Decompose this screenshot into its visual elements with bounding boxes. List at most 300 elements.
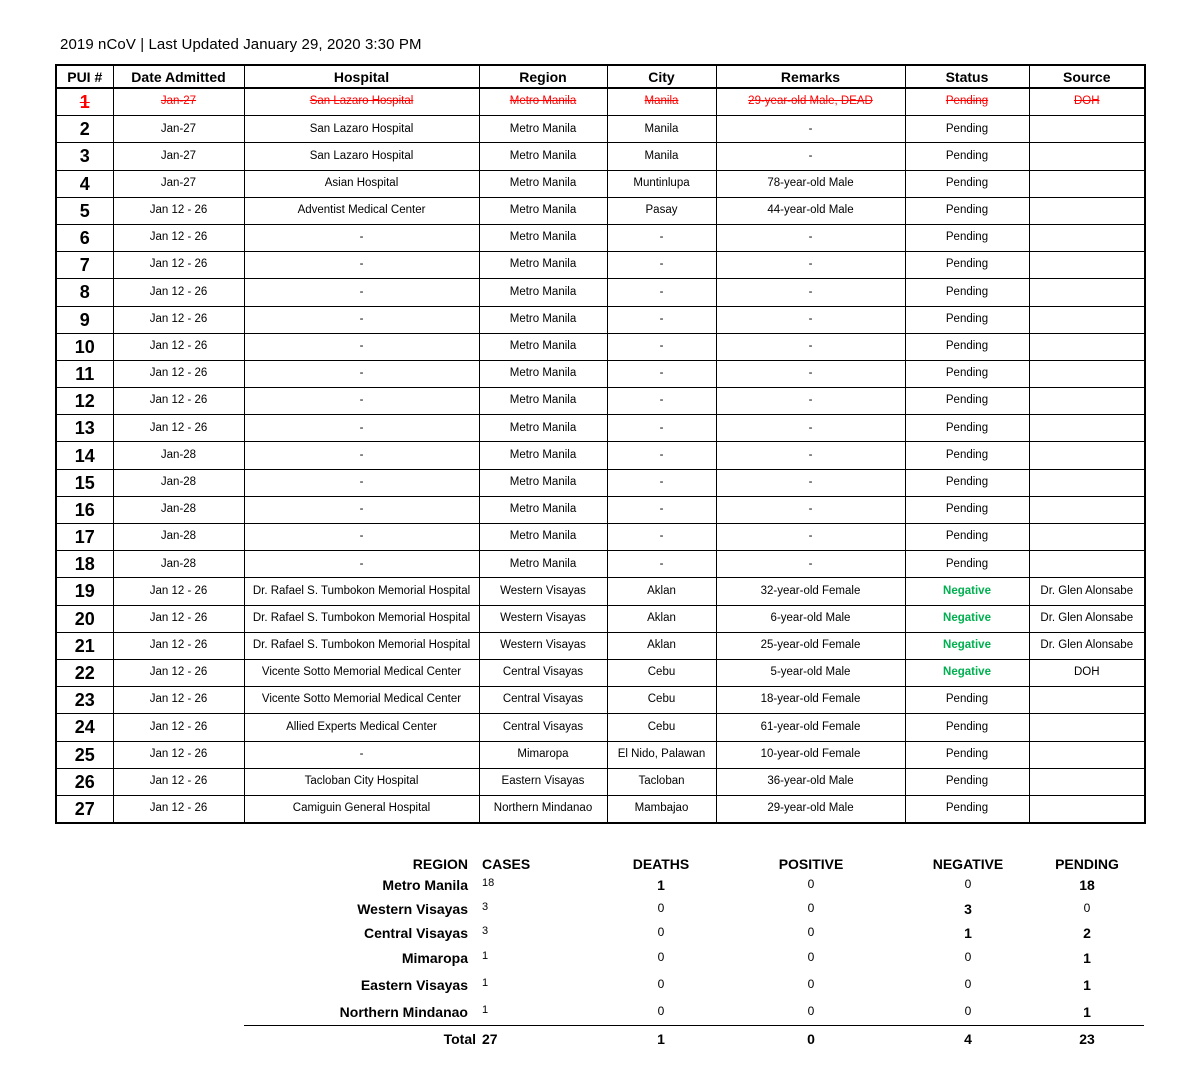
remarks-cell: 18-year-old Female bbox=[716, 687, 905, 714]
city-cell: - bbox=[607, 496, 716, 523]
remarks-cell: 32-year-old Female bbox=[716, 578, 905, 605]
summary-pending: 1 bbox=[1083, 977, 1091, 993]
region-cell: Metro Manila bbox=[479, 116, 607, 143]
summary-header-cases: CASES bbox=[482, 856, 531, 872]
city-cell: Aklan bbox=[607, 632, 716, 659]
pui-number-cell: 1 bbox=[56, 88, 113, 116]
city-cell: Cebu bbox=[607, 714, 716, 741]
region-cell: Mimaropa bbox=[479, 741, 607, 768]
city-cell: Tacloban bbox=[607, 768, 716, 795]
city-cell: - bbox=[607, 415, 716, 442]
status-cell: Negative bbox=[905, 632, 1029, 659]
summary-negative: 3 bbox=[964, 901, 972, 917]
table-row bbox=[56, 143, 1145, 170]
page-title: 2019 nCoV | Last Updated January 29, 2020 3:30 PM bbox=[60, 36, 422, 53]
date-admitted-cell: Jan-27 bbox=[113, 143, 244, 170]
remarks-cell: - bbox=[716, 551, 905, 578]
total-cases: 27 bbox=[482, 1031, 498, 1047]
summary-row bbox=[244, 950, 1144, 974]
status-cell: Negative bbox=[905, 605, 1029, 632]
pui-number-cell: 14 bbox=[56, 442, 113, 469]
summary-cases: 3 bbox=[482, 925, 489, 937]
remarks-cell: 44-year-old Male bbox=[716, 197, 905, 224]
region-cell: Metro Manila bbox=[479, 469, 607, 496]
date-admitted-cell: Jan 12 - 26 bbox=[113, 687, 244, 714]
region-cell: Central Visayas bbox=[479, 659, 607, 686]
summary-negative: 0 bbox=[964, 877, 972, 891]
status-cell: Pending bbox=[905, 360, 1029, 387]
table-row bbox=[56, 170, 1145, 197]
status-cell: Pending bbox=[905, 442, 1029, 469]
region-cell: Central Visayas bbox=[479, 687, 607, 714]
region-cell: Metro Manila bbox=[479, 170, 607, 197]
remarks-cell: - bbox=[716, 442, 905, 469]
date-admitted-cell: Jan 12 - 26 bbox=[113, 388, 244, 415]
table-row bbox=[56, 306, 1145, 333]
summary-row bbox=[244, 925, 1144, 949]
table-row bbox=[56, 687, 1145, 714]
status-cell: Pending bbox=[905, 469, 1029, 496]
table-row bbox=[56, 442, 1145, 469]
total-label: Total bbox=[443, 1031, 476, 1047]
table-row bbox=[56, 333, 1145, 360]
header-remarks: Remarks bbox=[716, 65, 905, 88]
status-cell: Pending bbox=[905, 197, 1029, 224]
source-cell bbox=[1029, 360, 1145, 387]
status-cell: Pending bbox=[905, 524, 1029, 551]
source-cell bbox=[1029, 524, 1145, 551]
hospital-cell: Adventist Medical Center bbox=[244, 197, 479, 224]
table-row bbox=[56, 252, 1145, 279]
summary-pending: 1 bbox=[1083, 950, 1091, 966]
date-admitted-cell: Jan-28 bbox=[113, 551, 244, 578]
hospital-cell: Dr. Rafael S. Tumbokon Memorial Hospital bbox=[244, 605, 479, 632]
remarks-cell: - bbox=[716, 224, 905, 251]
city-cell: - bbox=[607, 551, 716, 578]
pui-number-cell: 7 bbox=[56, 252, 113, 279]
source-cell bbox=[1029, 687, 1145, 714]
source-cell bbox=[1029, 197, 1145, 224]
summary-pending: 18 bbox=[1079, 877, 1095, 893]
pui-number-cell: 20 bbox=[56, 605, 113, 632]
summary-header-positive: POSITIVE bbox=[778, 856, 844, 872]
pui-number-cell: 27 bbox=[56, 795, 113, 823]
summary-total-row bbox=[244, 1031, 1144, 1055]
pui-number-cell: 8 bbox=[56, 279, 113, 306]
date-admitted-cell: Jan 12 - 26 bbox=[113, 306, 244, 333]
source-cell bbox=[1029, 795, 1145, 823]
date-admitted-cell: Jan 12 - 26 bbox=[113, 252, 244, 279]
summary-header-negative: NEGATIVE bbox=[932, 856, 1004, 872]
region-cell: Metro Manila bbox=[479, 88, 607, 116]
source-cell: DOH bbox=[1029, 88, 1145, 116]
region-cell: Western Visayas bbox=[479, 632, 607, 659]
summary-header-region: REGION bbox=[412, 856, 468, 872]
summary-deaths: 0 bbox=[657, 901, 665, 915]
source-cell: Dr. Glen Alonsabe bbox=[1029, 632, 1145, 659]
remarks-cell: 25-year-old Female bbox=[716, 632, 905, 659]
remarks-cell: - bbox=[716, 279, 905, 306]
status-cell: Pending bbox=[905, 687, 1029, 714]
status-cell: Pending bbox=[905, 279, 1029, 306]
city-cell: El Nido, Palawan bbox=[607, 741, 716, 768]
pui-number-cell: 16 bbox=[56, 496, 113, 523]
table-row bbox=[56, 632, 1145, 659]
summary-negative: 0 bbox=[964, 977, 972, 991]
total-negative: 4 bbox=[964, 1031, 972, 1047]
summary-cases: 18 bbox=[482, 877, 495, 889]
status-cell: Pending bbox=[905, 333, 1029, 360]
table-row bbox=[56, 551, 1145, 578]
remarks-cell: - bbox=[716, 306, 905, 333]
status-cell: Pending bbox=[905, 143, 1029, 170]
source-cell bbox=[1029, 741, 1145, 768]
status-cell: Negative bbox=[905, 659, 1029, 686]
city-cell: - bbox=[607, 306, 716, 333]
summary-negative: 0 bbox=[964, 1004, 972, 1018]
remarks-cell: 29-year-old Male bbox=[716, 795, 905, 823]
date-admitted-cell: Jan-27 bbox=[113, 88, 244, 116]
status-cell: Pending bbox=[905, 795, 1029, 823]
city-cell: Pasay bbox=[607, 197, 716, 224]
pui-number-cell: 23 bbox=[56, 687, 113, 714]
hospital-cell: Camiguin General Hospital bbox=[244, 795, 479, 823]
summary-region-name: Western Visayas bbox=[357, 901, 468, 917]
city-cell: Aklan bbox=[607, 605, 716, 632]
city-cell: Manila bbox=[607, 116, 716, 143]
city-cell: Manila bbox=[607, 143, 716, 170]
source-cell bbox=[1029, 279, 1145, 306]
status-cell: Pending bbox=[905, 224, 1029, 251]
status-cell: Pending bbox=[905, 306, 1029, 333]
pui-number-cell: 17 bbox=[56, 524, 113, 551]
table-row bbox=[56, 197, 1145, 224]
summary-deaths: 0 bbox=[657, 977, 665, 991]
summary-deaths: 0 bbox=[657, 950, 665, 964]
remarks-cell: - bbox=[716, 524, 905, 551]
pui-number-cell: 9 bbox=[56, 306, 113, 333]
table-row bbox=[56, 741, 1145, 768]
remarks-cell: - bbox=[716, 252, 905, 279]
table-row bbox=[56, 88, 1145, 116]
hospital-cell: San Lazaro Hospital bbox=[244, 116, 479, 143]
city-cell: Aklan bbox=[607, 578, 716, 605]
summary-pending: 1 bbox=[1083, 1004, 1091, 1020]
pui-number-cell: 5 bbox=[56, 197, 113, 224]
hospital-cell: - bbox=[244, 388, 479, 415]
table-row bbox=[56, 768, 1145, 795]
region-cell: Metro Manila bbox=[479, 551, 607, 578]
source-cell: Dr. Glen Alonsabe bbox=[1029, 605, 1145, 632]
header-hospital: Hospital bbox=[244, 65, 479, 88]
city-cell: - bbox=[607, 469, 716, 496]
hospital-cell: - bbox=[244, 224, 479, 251]
date-admitted-cell: Jan 12 - 26 bbox=[113, 741, 244, 768]
source-cell bbox=[1029, 143, 1145, 170]
remarks-cell: - bbox=[716, 116, 905, 143]
region-cell: Western Visayas bbox=[479, 578, 607, 605]
hospital-cell: - bbox=[244, 333, 479, 360]
summary-cases: 1 bbox=[482, 950, 489, 962]
status-cell: Pending bbox=[905, 170, 1029, 197]
date-admitted-cell: Jan 12 - 26 bbox=[113, 224, 244, 251]
source-cell bbox=[1029, 469, 1145, 496]
city-cell: - bbox=[607, 333, 716, 360]
table-row bbox=[56, 496, 1145, 523]
summary-positive: 0 bbox=[807, 901, 815, 915]
source-cell bbox=[1029, 116, 1145, 143]
remarks-cell: - bbox=[716, 496, 905, 523]
remarks-cell: - bbox=[716, 143, 905, 170]
status-cell: Pending bbox=[905, 116, 1029, 143]
source-cell bbox=[1029, 496, 1145, 523]
pui-number-cell: 18 bbox=[56, 551, 113, 578]
date-admitted-cell: Jan-27 bbox=[113, 170, 244, 197]
pui-number-cell: 15 bbox=[56, 469, 113, 496]
source-cell bbox=[1029, 224, 1145, 251]
summary-deaths: 0 bbox=[657, 925, 665, 939]
source-cell: Dr. Glen Alonsabe bbox=[1029, 578, 1145, 605]
header-region: Region bbox=[479, 65, 607, 88]
hospital-cell: Asian Hospital bbox=[244, 170, 479, 197]
status-cell: Pending bbox=[905, 496, 1029, 523]
remarks-cell: 36-year-old Male bbox=[716, 768, 905, 795]
remarks-cell: 78-year-old Male bbox=[716, 170, 905, 197]
status-cell: Pending bbox=[905, 714, 1029, 741]
header-source: Source bbox=[1029, 65, 1145, 88]
status-cell: Pending bbox=[905, 415, 1029, 442]
date-admitted-cell: Jan-28 bbox=[113, 524, 244, 551]
pui-number-cell: 22 bbox=[56, 659, 113, 686]
total-deaths: 1 bbox=[657, 1031, 665, 1047]
summary-header-pending: PENDING bbox=[1055, 856, 1119, 872]
summary-row bbox=[244, 877, 1144, 901]
total-pending: 23 bbox=[1079, 1031, 1095, 1047]
remarks-cell: 6-year-old Male bbox=[716, 605, 905, 632]
date-admitted-cell: Jan 12 - 26 bbox=[113, 279, 244, 306]
date-admitted-cell: Jan 12 - 26 bbox=[113, 605, 244, 632]
table-row bbox=[56, 224, 1145, 251]
table-row bbox=[56, 524, 1145, 551]
summary-header-deaths: DEATHS bbox=[632, 856, 690, 872]
hospital-cell: Allied Experts Medical Center bbox=[244, 714, 479, 741]
hospital-cell: - bbox=[244, 524, 479, 551]
hospital-cell: - bbox=[244, 279, 479, 306]
region-cell: Metro Manila bbox=[479, 252, 607, 279]
source-cell bbox=[1029, 306, 1145, 333]
region-cell: Metro Manila bbox=[479, 442, 607, 469]
header-status: Status bbox=[905, 65, 1029, 88]
region-cell: Metro Manila bbox=[479, 496, 607, 523]
summary-pending: 0 bbox=[1083, 901, 1091, 915]
table-row bbox=[56, 659, 1145, 686]
date-admitted-cell: Jan-27 bbox=[113, 116, 244, 143]
pui-number-cell: 6 bbox=[56, 224, 113, 251]
city-cell: - bbox=[607, 252, 716, 279]
summary-region-name: Eastern Visayas bbox=[360, 977, 468, 993]
region-cell: Metro Manila bbox=[479, 524, 607, 551]
summary-region-name: Metro Manila bbox=[382, 877, 468, 893]
city-cell: Mambajao bbox=[607, 795, 716, 823]
remarks-cell: 5-year-old Male bbox=[716, 659, 905, 686]
total-positive: 0 bbox=[807, 1031, 815, 1047]
date-admitted-cell: Jan 12 - 26 bbox=[113, 415, 244, 442]
pui-number-cell: 25 bbox=[56, 741, 113, 768]
hospital-cell: San Lazaro Hospital bbox=[244, 88, 479, 116]
table-row bbox=[56, 469, 1145, 496]
region-cell: Metro Manila bbox=[479, 143, 607, 170]
date-admitted-cell: Jan 12 - 26 bbox=[113, 714, 244, 741]
summary-positive: 0 bbox=[807, 877, 815, 891]
summary-negative: 1 bbox=[964, 925, 972, 941]
region-cell: Metro Manila bbox=[479, 306, 607, 333]
table-row bbox=[56, 415, 1145, 442]
source-cell bbox=[1029, 252, 1145, 279]
region-cell: Metro Manila bbox=[479, 360, 607, 387]
total-divider bbox=[244, 1025, 1144, 1026]
region-summary bbox=[244, 852, 1144, 1052]
summary-pending: 2 bbox=[1083, 925, 1091, 941]
city-cell: - bbox=[607, 279, 716, 306]
remarks-cell: 29-year-old Male, DEAD bbox=[716, 88, 905, 116]
summary-positive: 0 bbox=[807, 925, 815, 939]
city-cell: Muntinlupa bbox=[607, 170, 716, 197]
summary-deaths: 0 bbox=[657, 1004, 665, 1018]
city-cell: Cebu bbox=[607, 687, 716, 714]
date-admitted-cell: Jan-28 bbox=[113, 469, 244, 496]
status-cell: Pending bbox=[905, 388, 1029, 415]
pui-number-cell: 24 bbox=[56, 714, 113, 741]
source-cell bbox=[1029, 442, 1145, 469]
summary-cases: 1 bbox=[482, 1004, 489, 1016]
region-cell: Northern Mindanao bbox=[479, 795, 607, 823]
hospital-cell: - bbox=[244, 415, 479, 442]
hospital-cell: Dr. Rafael S. Tumbokon Memorial Hospital bbox=[244, 578, 479, 605]
pui-number-cell: 4 bbox=[56, 170, 113, 197]
source-cell bbox=[1029, 551, 1145, 578]
summary-region-name: Central Visayas bbox=[363, 925, 468, 941]
status-cell: Pending bbox=[905, 551, 1029, 578]
pui-number-cell: 21 bbox=[56, 632, 113, 659]
source-cell: DOH bbox=[1029, 659, 1145, 686]
header-pui: PUI # bbox=[56, 65, 113, 88]
table-row bbox=[56, 360, 1145, 387]
pui-number-cell: 3 bbox=[56, 143, 113, 170]
hospital-cell: Vicente Sotto Memorial Medical Center bbox=[244, 687, 479, 714]
city-cell: - bbox=[607, 442, 716, 469]
summary-row bbox=[244, 977, 1144, 1001]
hospital-cell: Vicente Sotto Memorial Medical Center bbox=[244, 659, 479, 686]
hospital-cell: - bbox=[244, 496, 479, 523]
hospital-cell: Tacloban City Hospital bbox=[244, 768, 479, 795]
table-row bbox=[56, 279, 1145, 306]
pui-number-cell: 12 bbox=[56, 388, 113, 415]
city-cell: - bbox=[607, 388, 716, 415]
date-admitted-cell: Jan 12 - 26 bbox=[113, 768, 244, 795]
date-admitted-cell: Jan 12 - 26 bbox=[113, 632, 244, 659]
remarks-cell: - bbox=[716, 333, 905, 360]
hospital-cell: - bbox=[244, 360, 479, 387]
region-cell: Metro Manila bbox=[479, 333, 607, 360]
region-cell: Metro Manila bbox=[479, 388, 607, 415]
date-admitted-cell: Jan 12 - 26 bbox=[113, 795, 244, 823]
header-city: City bbox=[607, 65, 716, 88]
city-cell: Manila bbox=[607, 88, 716, 116]
status-cell: Pending bbox=[905, 768, 1029, 795]
summary-positive: 0 bbox=[807, 1004, 815, 1018]
remarks-cell: - bbox=[716, 469, 905, 496]
table-row bbox=[56, 116, 1145, 143]
summary-positive: 0 bbox=[807, 977, 815, 991]
city-cell: Cebu bbox=[607, 659, 716, 686]
summary-deaths: 1 bbox=[657, 877, 665, 893]
city-cell: - bbox=[607, 524, 716, 551]
city-cell: - bbox=[607, 360, 716, 387]
source-cell bbox=[1029, 415, 1145, 442]
table-row bbox=[56, 605, 1145, 632]
hospital-cell: - bbox=[244, 442, 479, 469]
source-cell bbox=[1029, 170, 1145, 197]
date-admitted-cell: Jan 12 - 26 bbox=[113, 197, 244, 224]
header-date: Date Admitted bbox=[113, 65, 244, 88]
summary-region-name: Mimaropa bbox=[401, 950, 468, 966]
region-cell: Metro Manila bbox=[479, 224, 607, 251]
summary-region-name: Northern Mindanao bbox=[339, 1004, 468, 1020]
summary-cases: 3 bbox=[482, 901, 489, 913]
pui-number-cell: 2 bbox=[56, 116, 113, 143]
source-cell bbox=[1029, 768, 1145, 795]
hospital-cell: - bbox=[244, 252, 479, 279]
table-row bbox=[56, 388, 1145, 415]
pui-table bbox=[55, 64, 1146, 824]
region-cell: Western Visayas bbox=[479, 605, 607, 632]
remarks-cell: - bbox=[716, 360, 905, 387]
hospital-cell: Dr. Rafael S. Tumbokon Memorial Hospital bbox=[244, 632, 479, 659]
status-cell: Pending bbox=[905, 741, 1029, 768]
table-row bbox=[56, 578, 1145, 605]
source-cell bbox=[1029, 714, 1145, 741]
date-admitted-cell: Jan-28 bbox=[113, 496, 244, 523]
status-cell: Pending bbox=[905, 88, 1029, 116]
pui-number-cell: 19 bbox=[56, 578, 113, 605]
summary-row bbox=[244, 901, 1144, 925]
date-admitted-cell: Jan-28 bbox=[113, 442, 244, 469]
region-cell: Metro Manila bbox=[479, 279, 607, 306]
table-header-row bbox=[56, 65, 1145, 88]
remarks-cell: 10-year-old Female bbox=[716, 741, 905, 768]
date-admitted-cell: Jan 12 - 26 bbox=[113, 578, 244, 605]
hospital-cell: - bbox=[244, 741, 479, 768]
hospital-cell: - bbox=[244, 469, 479, 496]
remarks-cell: - bbox=[716, 415, 905, 442]
pui-number-cell: 10 bbox=[56, 333, 113, 360]
status-cell: Pending bbox=[905, 252, 1029, 279]
source-cell bbox=[1029, 388, 1145, 415]
table-row bbox=[56, 795, 1145, 823]
status-cell: Negative bbox=[905, 578, 1029, 605]
hospital-cell: San Lazaro Hospital bbox=[244, 143, 479, 170]
hospital-cell: - bbox=[244, 551, 479, 578]
pui-number-cell: 11 bbox=[56, 360, 113, 387]
region-cell: Metro Manila bbox=[479, 197, 607, 224]
remarks-cell: - bbox=[716, 388, 905, 415]
region-cell: Eastern Visayas bbox=[479, 768, 607, 795]
date-admitted-cell: Jan 12 - 26 bbox=[113, 333, 244, 360]
remarks-cell: 61-year-old Female bbox=[716, 714, 905, 741]
pui-number-cell: 26 bbox=[56, 768, 113, 795]
region-cell: Central Visayas bbox=[479, 714, 607, 741]
date-admitted-cell: Jan 12 - 26 bbox=[113, 360, 244, 387]
